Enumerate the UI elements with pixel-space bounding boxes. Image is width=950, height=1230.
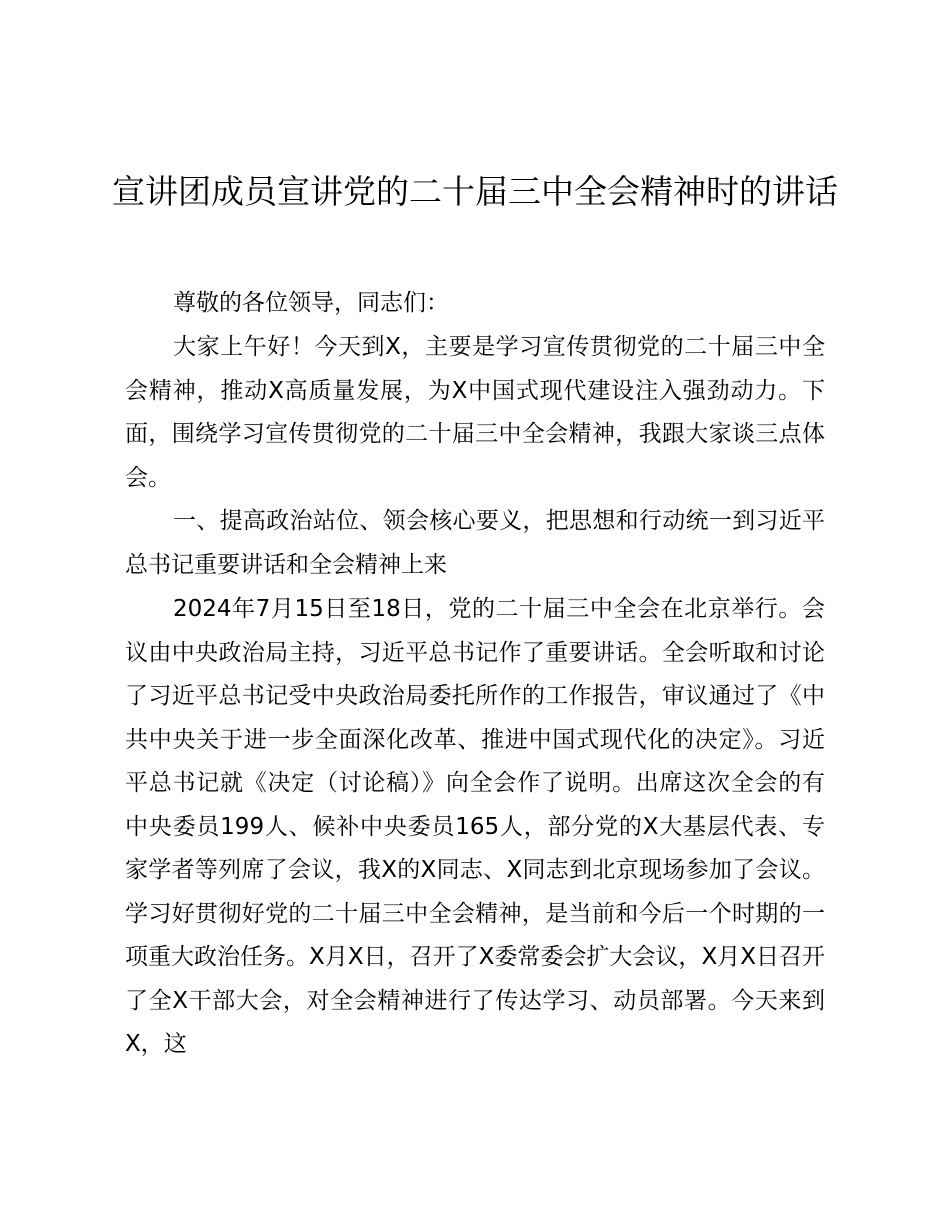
salutation-paragraph: 尊敬的各位领导，同志们： xyxy=(173,290,449,316)
section-heading-1: 一、提高政治站位、领会核心要义，把思想和行动统一到习近平总书记重要讲话和全会精神上来 xyxy=(125,508,825,578)
body-paragraph-1: 2024年7月15日至18日，党的二十届三中全会在北京举行。会议由中央政治局主持，习近平总书记作了重要讲话。全会听取和讨论了习近平总书记受中央政治局委托所作的工作报告，审议通过了《中共中央关于进一步全面深化改革、推进中国式现代化的决定》。习近平总书记就《决定（讨论稿）》向全会作了说明。出席这次全会的有中央委员199人、候补中央委员165人，部分党的X大基层代表、专家学者等列席了会议，我X的X同志、X同志到北京现场参加了会议。学习好贯彻好党的二十届三中全会精神，是当前和今后一个时期的一项重大政治任务。X月X日，召开了X委常委会扩大会议，X月X日召开了全X干部大会，对全会精神进行了传达学习、动员部署。今天来到X，这 xyxy=(125,596,825,1057)
document-title: 宣讲团成员宣讲党的二十届三中全会精神时的讲话 xyxy=(112,172,838,211)
intro-paragraph: 大家上午好！今天到X，主要是学习宣传贯彻党的二十届三中全会精神，推动X高质量发展，为X中国式现代建设注入强劲动力。下面，围绕学习宣传贯彻党的二十届三中全会精神，我跟大家谈三点体会。 xyxy=(125,334,825,491)
